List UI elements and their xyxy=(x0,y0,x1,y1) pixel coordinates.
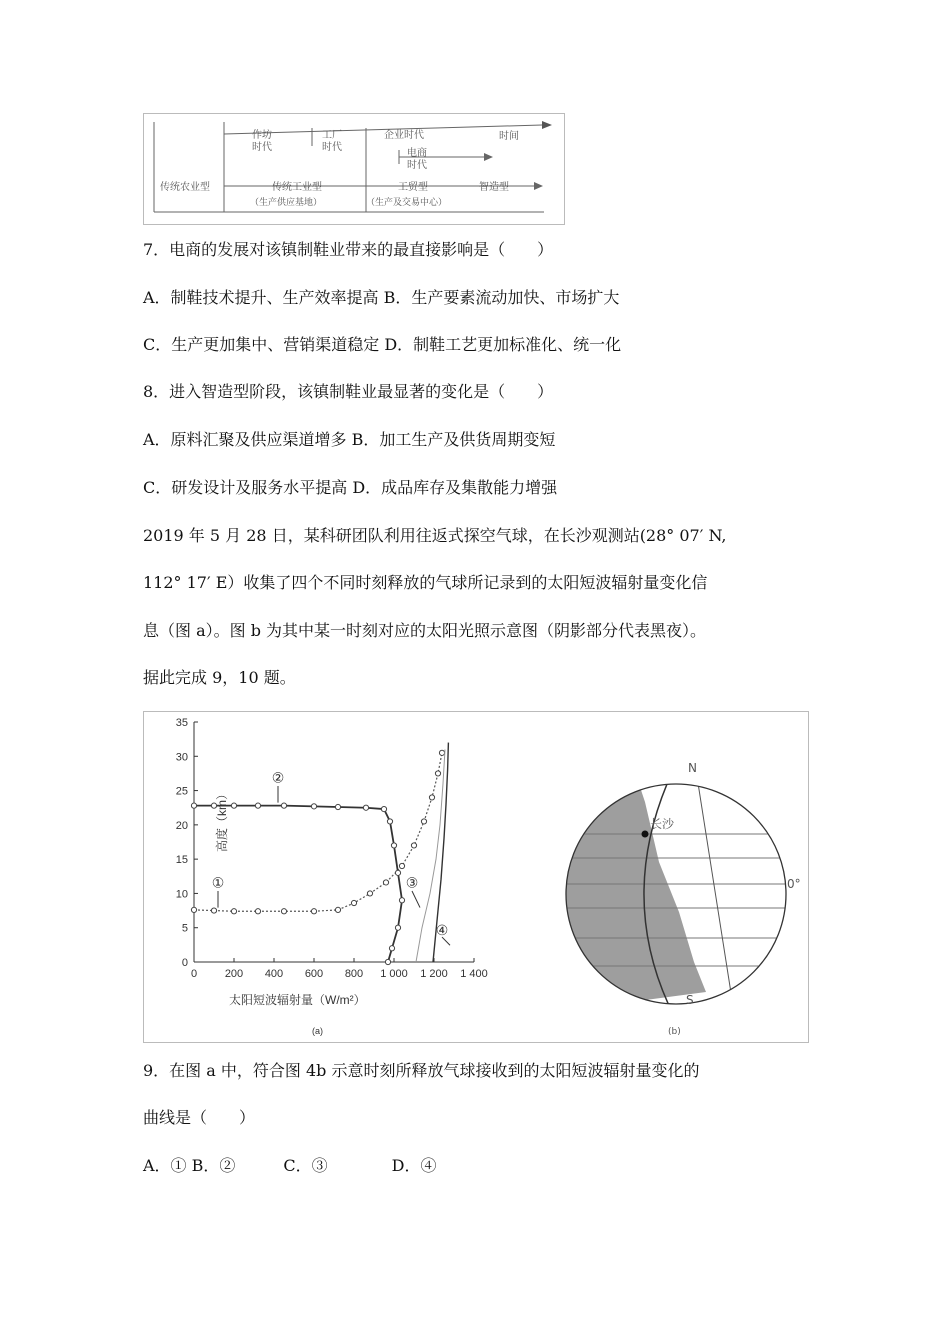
series-1-point xyxy=(439,750,444,755)
series-label-4: ④ xyxy=(435,922,449,939)
question-9-options: A．① B．② C．③ D．④ xyxy=(143,1156,437,1175)
series-1-point xyxy=(255,909,260,914)
stage-industry-trade: 工贸型 xyxy=(398,182,428,193)
series-2-point xyxy=(395,925,400,930)
x-axis-label: 太阳短波辐射量（W/m²） xyxy=(229,993,366,1007)
south-label: S xyxy=(686,993,694,1007)
series-2-point xyxy=(191,803,196,808)
passage-line-1: 2019 年 5 月 28 日，某科研团队利用往返式探空气球，在长沙观测站(28° 07′ N, xyxy=(143,526,727,545)
series-1-point xyxy=(399,863,404,868)
x-tick-label: 800 xyxy=(344,968,364,980)
series-1-point xyxy=(421,819,426,824)
x-tick-label: 1 000 xyxy=(380,968,408,980)
series-1-point xyxy=(367,891,372,896)
passage-line-4: 据此完成 9，10 题。 xyxy=(143,668,296,687)
row-label-agriculture: 传统农业型 xyxy=(160,182,210,193)
globe-caption: (b) xyxy=(668,1027,681,1037)
y-tick-label: 35 xyxy=(175,717,188,729)
y-tick-label: 0 xyxy=(181,957,188,969)
north-label: N xyxy=(688,761,697,775)
ecommerce-arrow-icon xyxy=(484,153,493,161)
question-9-stem-2: 曲线是（ ） xyxy=(143,1108,256,1127)
city-label: 长沙 xyxy=(650,817,675,831)
chart-series xyxy=(191,743,450,965)
series-2-point xyxy=(387,819,392,824)
series-2-point xyxy=(363,805,368,810)
chart-caption: (a) xyxy=(312,1026,323,1036)
question-7-options-cd: C．生产更加集中、营销渠道稳定 D．制鞋工艺更加标准化、统一化 xyxy=(143,335,622,354)
y-axis-label: 高度（km） xyxy=(215,788,229,852)
y-tick-label: 20 xyxy=(175,819,188,832)
series-1-point xyxy=(231,909,236,914)
series-2-point xyxy=(385,959,390,964)
equator-label: 0° xyxy=(787,877,801,891)
series-2-point xyxy=(335,804,340,809)
era-ecommerce: 电商时代 xyxy=(407,148,427,171)
series-2-point xyxy=(281,803,286,808)
x-tick-label: 200 xyxy=(224,968,244,980)
y-tick-label: 5 xyxy=(181,922,188,935)
passage-line-3: 息（图 a）。图 b 为其中某一时刻对应的太阳光照示意图（阴影部分代表黑夜）。 xyxy=(143,621,707,640)
question-9-stem-1: 9．在图 a 中，符合图 4b 示意时刻所释放气球接收到的太阳短波辐射量变化的 xyxy=(143,1061,700,1080)
chart-axes xyxy=(194,722,474,962)
question-7-options-ab: A．制鞋技术提升、生产效率提高 B．生产要素流动加快、市场扩大 xyxy=(143,288,620,307)
figure-panel xyxy=(143,711,809,1043)
series-pointer-4 xyxy=(442,937,450,945)
series-1-point xyxy=(351,900,356,905)
night-shade xyxy=(554,772,706,1012)
series-1-point xyxy=(311,909,316,914)
series-label-2: ② xyxy=(271,769,285,786)
series-1-point xyxy=(191,907,196,912)
x-tick-label: 0 xyxy=(190,968,198,980)
radiation-chart xyxy=(144,712,504,1042)
series-2-point xyxy=(391,843,396,848)
question-7-stem: 7．电商的发展对该镇制鞋业带来的最直接影响是（ ） xyxy=(143,240,554,259)
question-8-options-cd: C．研发设计及服务水平提高 D．成品库存及集散能力增强 xyxy=(143,478,558,497)
series-2-point xyxy=(255,803,260,808)
time-axis-label: 时间 xyxy=(499,131,519,142)
series-1-point xyxy=(411,843,416,848)
series-1-point xyxy=(335,907,340,912)
series-1-point xyxy=(281,909,286,914)
stage-industrial: 传统工业型 xyxy=(272,182,322,193)
series-2-point xyxy=(231,803,236,808)
timeline-figure xyxy=(143,113,565,225)
changsha-point-icon xyxy=(642,831,649,838)
series-2-point xyxy=(395,870,400,875)
passage-line-2: 112° 17′ E）收集了四个不同时刻释放的气球所记录到的太阳短波辐射量变化信 xyxy=(143,573,708,592)
stage-note-1: （生产供应基地） xyxy=(250,198,323,208)
series-1-point xyxy=(211,908,216,913)
terminator-tilt xyxy=(695,764,734,1012)
timeline-diagram xyxy=(144,114,564,224)
stage-smart: 智造型 xyxy=(479,182,509,193)
era-enterprise: 企业时代 xyxy=(384,130,424,141)
series-1-point xyxy=(429,795,434,800)
series-label-3: ③ xyxy=(405,874,419,891)
series-2-point xyxy=(399,898,404,903)
era-workshop-1: 作坊时代 xyxy=(252,130,272,153)
y-tick-label: 10 xyxy=(175,888,188,901)
time-arrow-icon xyxy=(542,121,552,129)
stage-arrow-icon xyxy=(534,182,543,190)
era-factory: 工厂时代 xyxy=(322,130,342,153)
y-tick-label: 15 xyxy=(175,854,188,867)
series-1-point xyxy=(383,880,388,885)
stage-note-2: （生产及交易中心） xyxy=(366,198,448,208)
question-8-stem: 8．进入智造型阶段，该镇制鞋业最显著的变化是（ ） xyxy=(143,382,554,401)
x-tick-label: 1 200 xyxy=(420,968,448,980)
series-2-point xyxy=(381,806,386,811)
globe-diagram xyxy=(514,712,804,1042)
x-tick-label: 600 xyxy=(304,968,324,980)
series-2-point xyxy=(389,946,394,951)
series-label-1: ① xyxy=(211,874,225,891)
series-2-point xyxy=(311,804,316,809)
y-tick-label: 30 xyxy=(175,751,188,764)
question-8-options-ab: A．原料汇聚及供应渠道增多 B．加工生产及供货周期变短 xyxy=(143,430,556,449)
y-tick-label: 25 xyxy=(175,785,188,798)
x-tick-label: 1 400 xyxy=(460,968,488,980)
x-tick-label: 400 xyxy=(264,968,284,980)
series-pointer-3 xyxy=(412,891,420,908)
series-1-point xyxy=(435,771,440,776)
